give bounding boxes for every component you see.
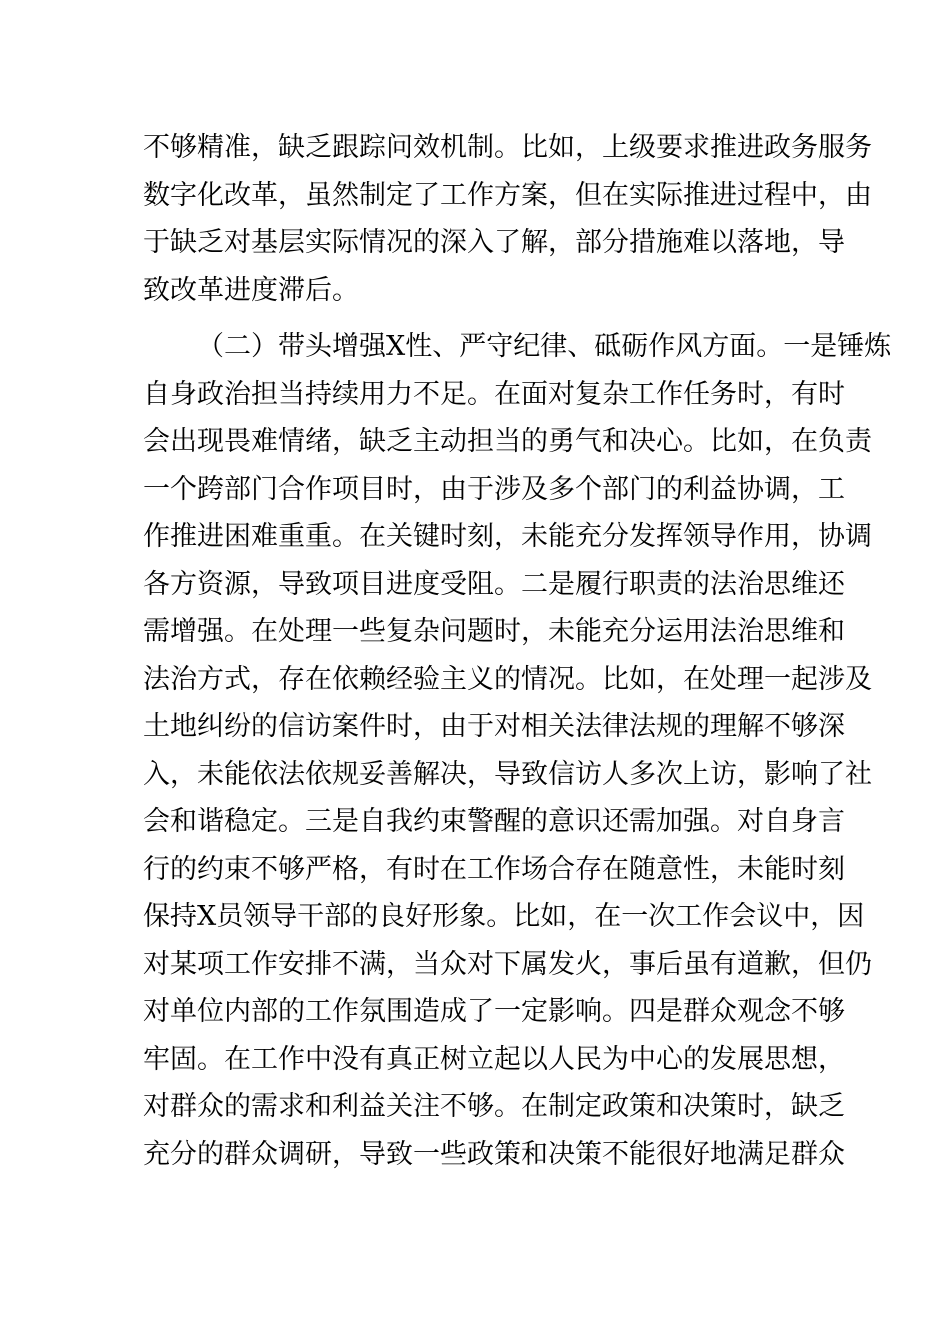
text-line: 各方资源，导致项目进度受阻。二是履行职责的法治思维还 <box>143 568 845 600</box>
text-line: 自身政治担当持续用力不足。在面对复杂工作任务时，有时 <box>143 378 845 410</box>
text-line: 不够精准，缺乏跟踪问效机制。比如，上级要求推进政务服务 <box>143 132 872 163</box>
text-line: 牢固。在工作中没有真正树立起以人民为中心的发展思想， <box>143 1043 845 1075</box>
text-line: 于缺乏对基层实际情况的深入了解，部分措施难以落地，导 <box>143 227 845 258</box>
document-page <box>143 124 892 1178</box>
paragraph-gap <box>143 314 807 323</box>
text-line: 会和谐稳定。三是自我约束警醒的意识还需加强。对自身言 <box>143 806 845 837</box>
text-line: 入，未能依法依规妥善解决，导致信访人多次上访，影响了社 <box>143 758 872 790</box>
paragraph-2 <box>143 323 892 1178</box>
text-line: 对某项工作安排不满，当众对下属发火，事后虽有道歉，但仍 <box>143 948 872 980</box>
text-line: 数字化改革，虽然制定了工作方案，但在实际推进过程中，由 <box>143 179 872 211</box>
text-line: 土地纠纷的信访案件时，由于对相关法律法规的理解不够深 <box>143 711 845 742</box>
text-line: 对单位内部的工作氛围造成了一定影响。四是群众观念不够 <box>143 996 845 1027</box>
text-line: 对群众的需求和利益关注不够。在制定政策和决策时，缺乏 <box>143 1091 845 1122</box>
text-line: 作推进困难重重。在关键时刻，未能充分发挥领导作用，协调 <box>143 521 872 552</box>
text-line: 充分的群众调研，导致一些政策和决策不能很好地满足群众 <box>143 1138 845 1170</box>
text-line: 行的约束不够严格，有时在工作场合存在随意性，未能时刻 <box>143 853 845 885</box>
text-line: 一个跨部门合作项目时，由于涉及多个部门的利益协调，工 <box>143 473 845 505</box>
text-line: 会出现畏难情绪，缺乏主动担当的勇气和决心。比如，在负责 <box>143 426 872 457</box>
paragraph-1 <box>143 124 872 314</box>
text-line: （二）带头增强X性、严守纪律、砥砺作风方面。一是锤炼 <box>197 331 892 362</box>
text-line: 需增强。在处理一些复杂问题时，未能充分运用法治思维和 <box>143 616 845 647</box>
text-line: 法治方式，存在依赖经验主义的情况。比如，在处理一起涉及 <box>143 663 872 695</box>
text-line: 致改革进度滞后。 <box>143 274 359 306</box>
text-line: 保持X员领导干部的良好形象。比如，在一次工作会议中，因 <box>143 901 865 932</box>
